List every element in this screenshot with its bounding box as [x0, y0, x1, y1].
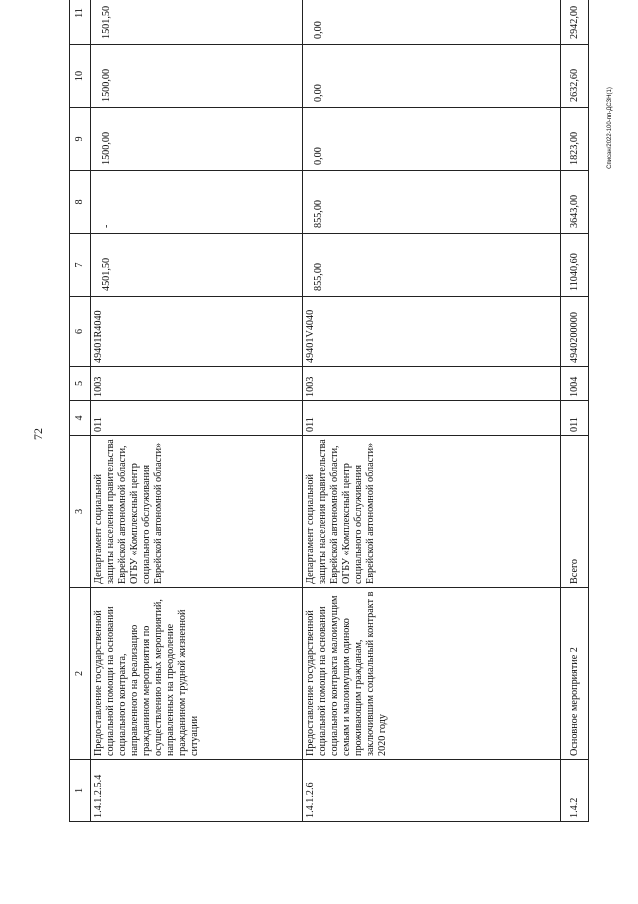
amount-cell: 1501,50: [91, 0, 303, 45]
table-row: [302, 0, 561, 822]
header-cell: 3: [70, 436, 91, 588]
code-cell: 011: [561, 401, 589, 436]
code-cell: 1003: [302, 367, 561, 401]
header-cell: 4: [70, 401, 91, 436]
page-number: 72: [31, 428, 45, 440]
table-row-total: [561, 0, 589, 822]
amount-cell: 1823,00: [561, 108, 589, 171]
header-cell: 2: [70, 588, 91, 760]
amount-cell: 4501,50: [91, 234, 303, 297]
code-cell: 011: [91, 401, 303, 436]
code-cell: 1004: [561, 367, 589, 401]
code-cell: 1003: [91, 367, 303, 401]
amount-cell: 2942,00: [561, 0, 589, 45]
item-number: 1.4.1.2.6: [302, 760, 561, 822]
item-executor: Всего: [561, 436, 589, 588]
header-cell: 1: [70, 760, 91, 822]
code-cell: 4940200000: [561, 297, 589, 367]
header-cell: 5: [70, 367, 91, 401]
amount-cell: 1500,00: [91, 45, 303, 108]
item-number: 1.4.1.2.5.4: [91, 760, 303, 822]
amount-cell: 855,00: [302, 171, 561, 234]
header-cell: 8: [70, 171, 91, 234]
amount-cell: 11040,60: [561, 234, 589, 297]
table-row: [91, 0, 303, 822]
item-description: Предоставление государственной социальной помощи на основании социального контракта малоимущим семьям и малоимущим одиноко проживающим гражданам, заключившим социальный контракт в 2020 году: [302, 588, 561, 760]
item-executor: Департамент социальной защиты населения правительства Еврейской автономной области, ОГБУ «Комплексный центр социального обслуживания Еврейской автономной области»: [302, 436, 561, 588]
budget-table: [69, 0, 589, 822]
amount-cell: 1500,00: [91, 108, 303, 171]
item-description: Предоставление государственной социальной помощи на основании социального контракта, направленного на реализацию гражданином мероприятия по осуществлению иных мероприятий, направленных на преодоление гражданином трудной жизненной ситуации: [91, 588, 303, 760]
header-cell: 9: [70, 108, 91, 171]
code-cell: 49401R4040: [91, 297, 303, 367]
amount-cell: 0,00: [302, 45, 561, 108]
amount-cell: 0,00: [302, 108, 561, 171]
amount-cell: 2632,60: [561, 45, 589, 108]
header-cell: 7: [70, 234, 91, 297]
amount-cell: 855,00: [302, 234, 561, 297]
item-number: 1.4.2: [561, 760, 589, 822]
header-cell: 11: [70, 0, 91, 45]
code-cell: 011: [302, 401, 561, 436]
amount-cell: 0,00: [302, 0, 561, 45]
item-executor: Департамент социальной защиты населения правительства Еврейской автономной области, ОГБУ «Комплексный центр социального обслуживания Еврейской автономной области»: [91, 436, 303, 588]
item-description: Основное мероприятие 2: [561, 588, 589, 760]
header-row: [70, 0, 91, 822]
budget-table-container: [69, 5, 589, 822]
header-cell: 10: [70, 45, 91, 108]
amount-cell: -: [91, 171, 303, 234]
header-cell: 6: [70, 297, 91, 367]
amount-cell: 3643,00: [561, 171, 589, 234]
code-cell: 49401V4040: [302, 297, 561, 367]
document-footer-code: Списан/2022-100-пп-ДСЗН(1): [607, 87, 613, 169]
